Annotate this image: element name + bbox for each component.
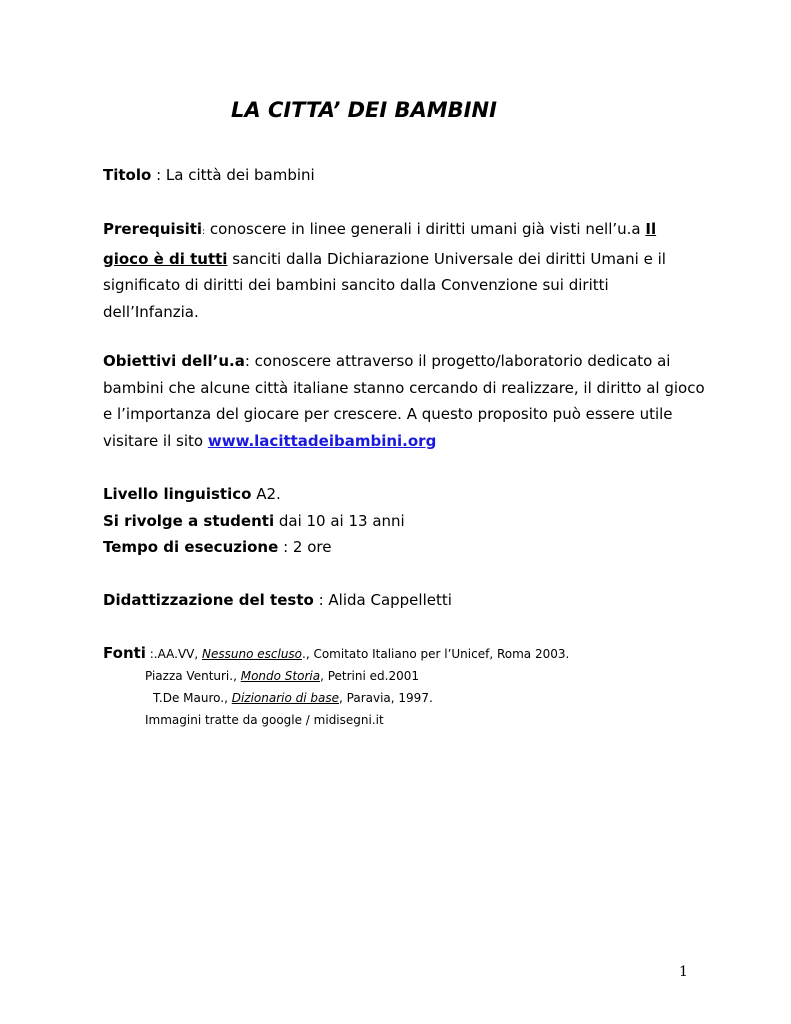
livello-label: Livello linguistico xyxy=(103,485,252,503)
didattizzazione-label: Didattizzazione del testo xyxy=(103,591,314,609)
fonti-label: Fonti xyxy=(103,644,146,662)
obiettivi-section xyxy=(103,348,703,454)
unit-title-part2: gioco è di tutti xyxy=(103,249,228,268)
fonti-line-2-post: , Paravia, 1997. xyxy=(339,691,433,705)
obiettivi-line4-text: visitare il sito xyxy=(103,431,208,450)
obiettivi-text1: : conoscere attraverso il progetto/laboratorio dedicato ai xyxy=(244,352,671,370)
fonti-section xyxy=(103,642,569,731)
prerequisiti-sep: : xyxy=(202,227,206,237)
obiettivi-label: Obiettivi dell’u.a xyxy=(103,352,245,370)
prerequisiti-line3: significato di diritti dei bambini sancito dalla Convenzione sui diritti xyxy=(103,276,609,294)
tempo-value: : 2 ore xyxy=(278,538,332,556)
titolo-sep: : xyxy=(151,166,166,184)
prerequisiti-section xyxy=(103,216,703,325)
fonti-line-1-pre: Piazza Venturi., xyxy=(145,669,241,683)
tempo-label: Tempo di esecuzione xyxy=(103,538,279,556)
fonti-line-1 xyxy=(103,665,569,687)
page-number: 1 xyxy=(679,964,688,980)
prerequisiti-label: Prerequisiti xyxy=(103,220,203,238)
obiettivi-line2: bambini che alcune città italiane stanno cercando di realizzare, il diritto al gioco xyxy=(103,378,705,397)
fonti-line-1-title: Mondo Storia xyxy=(240,669,321,683)
fonti-line-0-title: Nessuno escluso xyxy=(202,647,303,661)
fonti-line-0-post: ., Comitato Italiano per l’Unicef, Roma 2003. xyxy=(302,647,570,661)
fonti-line-0-pre: :.AA.VV, xyxy=(145,647,203,661)
rivolge-value: dai 10 ai 13 anni xyxy=(274,511,405,530)
obiettivi-line3: e l’importanza del giocare per crescere. A questo proposito può essere utile xyxy=(103,405,673,423)
prerequisiti-text2: sanciti dalla Dichiarazione Universale dei diritti Umani e il xyxy=(227,249,666,268)
didattizzazione-value: : Alida Cappelletti xyxy=(313,591,452,609)
fonti-line-2-title: Dizionario di base xyxy=(231,691,340,705)
fonti-line-2-pre: T.De Mauro., xyxy=(153,691,232,705)
fonti-line-1-post: , Petrini ed.2001 xyxy=(320,669,419,683)
livello-value: A2. xyxy=(251,485,281,503)
titolo-section xyxy=(103,162,703,189)
unit-title-part1: Il xyxy=(645,220,657,238)
website-link[interactable]: www.lacittadeibambini.org xyxy=(207,431,437,450)
fonti-line-3 xyxy=(103,709,569,731)
rivolge-label: Si rivolge a studenti xyxy=(103,511,275,530)
document-title: LA CITTA’ DEI BAMBINI xyxy=(231,98,497,122)
fonti-line-2 xyxy=(103,687,569,709)
fonti-line-0 xyxy=(103,642,569,665)
didattizzazione-section xyxy=(103,587,703,614)
fonti-line-3-pre: Immagini tratte da google / midisegni.it xyxy=(145,713,384,727)
titolo-value: La città dei bambini xyxy=(165,166,315,184)
prerequisiti-line4: dell’Infanzia. xyxy=(103,302,199,321)
details-section xyxy=(103,481,703,561)
prerequisiti-text1: conoscere in linee generali i diritti umani già visti nell’u.a xyxy=(205,220,646,238)
titolo-label: Titolo xyxy=(103,166,152,184)
